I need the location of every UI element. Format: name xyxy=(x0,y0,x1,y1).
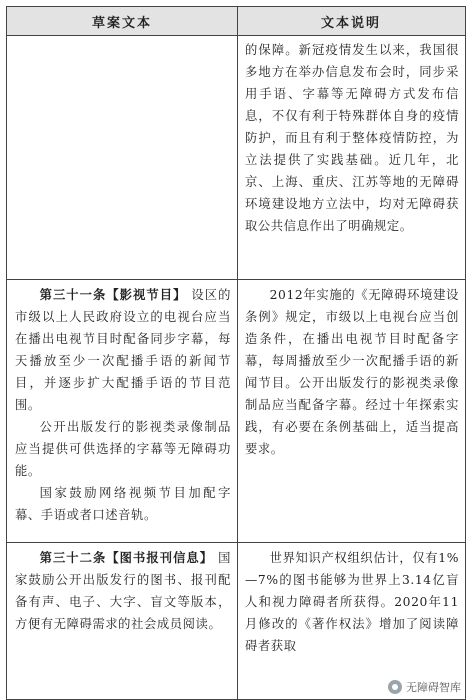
row2-explanation-cell xyxy=(245,284,459,538)
wechat-icon xyxy=(388,680,402,694)
row1-explanation-text: 的保障。新冠疫情发生以来，我国很多地方在举办信息发布会时，同步采用手语、字幕等无障碍方式发布信息，不仅有利于特殊群体自身的疫情防护，而且有利于整体疫情防控，为立法提供了实践基础。近几年，北京、上海、重庆、江苏等地的无障碍环境建设地方立法中，均对无障碍获取公共信息作出了明确规定。 xyxy=(245,43,459,233)
row3-explanation-cell xyxy=(245,547,459,697)
row2-draft-cell xyxy=(15,284,231,538)
header-draft-text: 草案文本 xyxy=(91,15,152,31)
column-divider xyxy=(237,7,238,699)
article-31-body-3: 国家鼓励网络视频节目加配字幕、手语或者口述音轨。 xyxy=(15,486,231,522)
watermark-text: 无障碍智库 xyxy=(406,681,461,694)
article-31-paragraph xyxy=(15,284,231,416)
table-header xyxy=(7,7,465,36)
row-divider-2 xyxy=(7,542,465,543)
article-31-body-2: 公开出版发行的影视类录像制品应当提供可供选择的字幕等无障碍功能。 xyxy=(15,420,231,478)
row-divider-1 xyxy=(7,279,465,280)
row3-explanation-text: 世界知识产权组织估计，仅有1%—7%的图书能够为世界上3.14亿盲人和视力障碍者所获得。2020年11月修改的《著作权法》增加了阅读障碍者获取 xyxy=(245,551,459,653)
article-32-body-1: 国家鼓励公开出版发行的图书、报刊配备有声、电子、大字、盲文等版本，方便有无障碍需求的社会成员阅读。 xyxy=(15,551,231,631)
article-31-title: 第三十一条【影视节目】 xyxy=(39,288,187,302)
article-32-title: 第三十二条【图书报刊信息】 xyxy=(39,551,214,565)
row1-draft-cell xyxy=(15,39,231,275)
row1-explanation-cell xyxy=(245,39,459,275)
comparison-table xyxy=(6,6,466,700)
article-31-body-1: 设区的市级以上人民政府设立的电视台应当在播出电视节目时配备同步字幕，每天播放至少一次配播手语的新闻节目，并逐步扩大配播手语的节目范围。 xyxy=(15,288,231,412)
article-32-paragraph xyxy=(15,547,231,635)
row3-draft-cell xyxy=(15,547,231,697)
watermark xyxy=(385,678,464,696)
row2-explanation-text: 2012年实施的《无障碍环境建设条例》规定，市级以上电视台应当创造条件，在播出电视节目时配备字幕，每周播放至少一次配播手语的新闻节目。公开出版发行的影视类录像制品应当配备字幕。经过十年探索实践，有必要在条例基础上，适当提高要求。 xyxy=(245,288,459,456)
header-explanation: 文本说明 xyxy=(320,15,381,31)
